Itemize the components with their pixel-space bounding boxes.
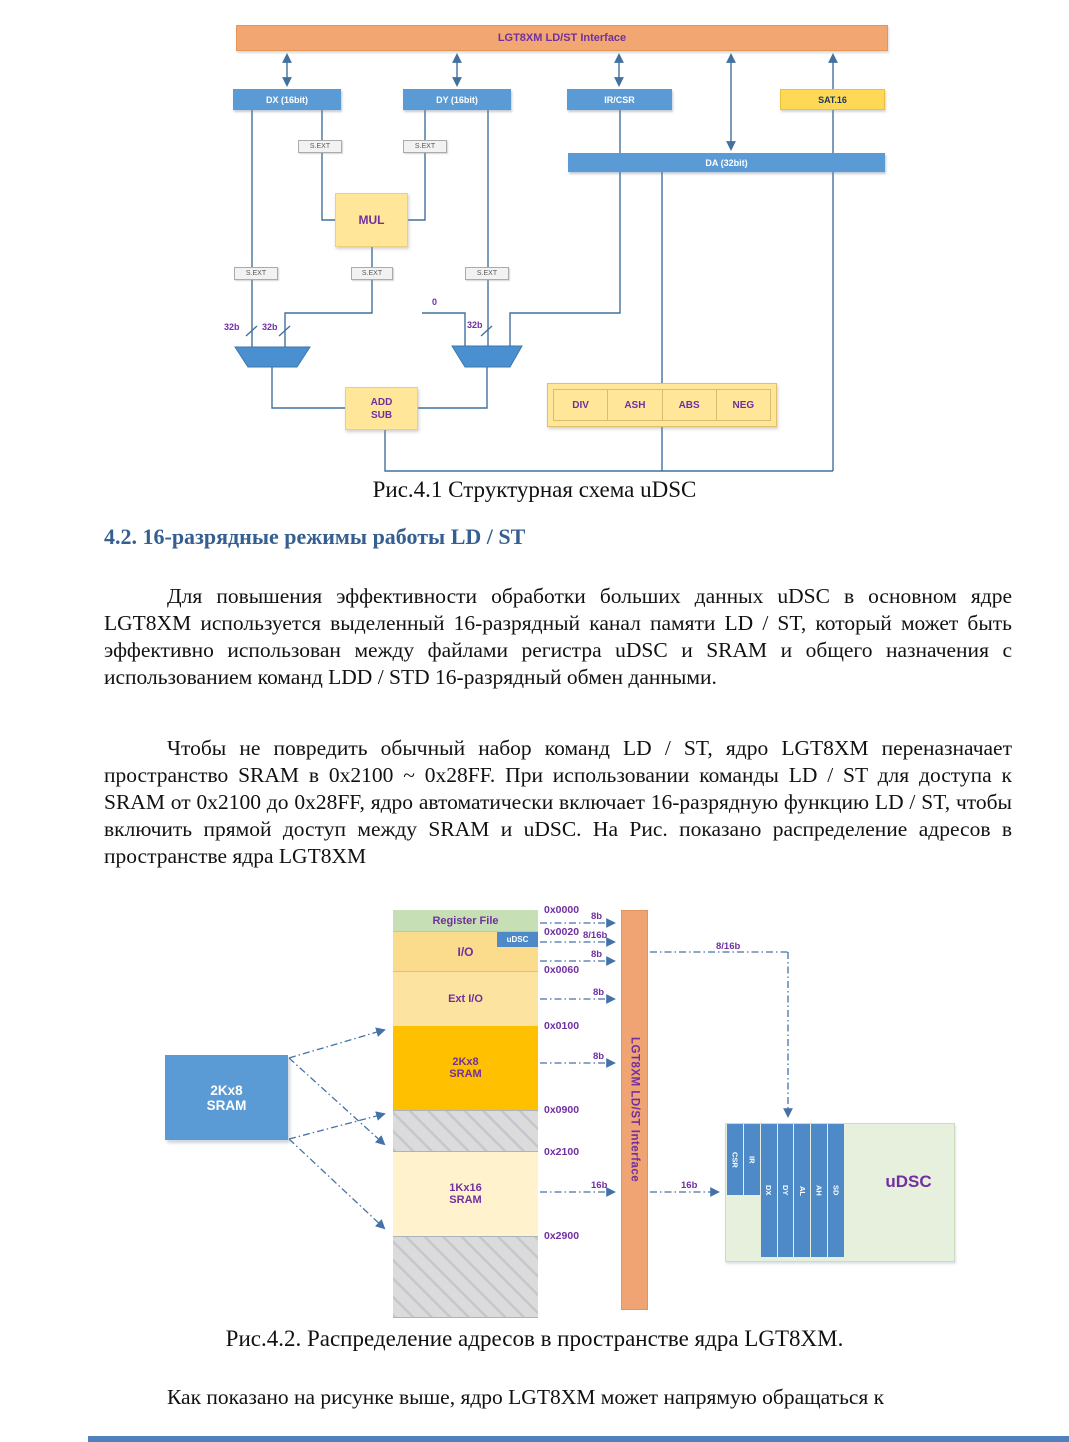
abs-unit: ABS <box>663 389 717 421</box>
paragraph-3: Как показано на рисунке выше, ядро LGT8XM может напрямую обращаться к <box>167 1385 885 1409</box>
next-table-edge <box>88 1436 1069 1442</box>
bus-label: 8/16b <box>716 941 741 952</box>
dx-column: DX <box>761 1124 777 1257</box>
sign-extend-box: S.EXT <box>234 267 278 280</box>
sign-extend-box: S.EXT <box>351 267 393 280</box>
region-sram-2kx8: 2Kx8 SRAM <box>393 1026 538 1110</box>
region-reserved-2 <box>393 1236 538 1318</box>
sat16-label: SAT.16 <box>818 94 847 105</box>
ircsr-register-box <box>567 89 672 110</box>
sat16-box <box>780 89 885 110</box>
figure1-caption: Рис.4.1 Структурная схема uDSC <box>372 477 697 502</box>
sign-extend-box: S.EXT <box>298 140 342 153</box>
external-sram-box: 2Kx8 SRAM <box>165 1055 288 1140</box>
bus-label: 8b <box>593 987 605 998</box>
da-register-box <box>568 153 885 172</box>
bus-label: 8b <box>591 949 603 960</box>
address-label: 0x2900 <box>544 1230 580 1242</box>
address-label: 0x0000 <box>544 904 580 916</box>
div-unit: DIV <box>553 389 608 421</box>
region-io: I/O <box>393 931 538 971</box>
dy-register-box <box>403 89 511 110</box>
sign-extend-box: S.EXT <box>465 267 509 280</box>
sd-column: SD <box>828 1124 844 1257</box>
bus-label: 16b <box>681 1180 698 1191</box>
mux-left <box>235 347 310 367</box>
bus-width-label: 32b <box>262 322 278 332</box>
alu-units-group <box>547 383 777 427</box>
bus-width-label: 32b <box>467 320 483 330</box>
da-label: DA (32bit) <box>705 157 748 168</box>
ldst-interface-banner <box>236 25 888 51</box>
ldst-interface-bar: LGT8XM LD/ST Interface <box>621 910 648 1310</box>
csr-column: CSR <box>727 1124 743 1195</box>
neg-unit: NEG <box>717 389 771 421</box>
ldst-interface-label: LGT8XM LD/ST Interface <box>497 32 627 44</box>
bus-label: 16b <box>591 1180 608 1191</box>
addsub-unit-box: ADD SUB <box>345 387 418 430</box>
figure2-caption: Рис.4.2. Распределение адресов в пространстве ядра LGT8XM. <box>225 1326 844 1351</box>
ah-column: AH <box>811 1124 827 1257</box>
udsc-register-columns <box>727 1124 844 1257</box>
region-register-file: Register File <box>393 910 538 931</box>
dx-label: DX (16bit) <box>265 94 308 105</box>
zero-constant-label: 0 <box>432 297 438 307</box>
section-heading: 4.2. 16-разрядные режимы работы LD / ST <box>104 524 526 549</box>
address-label: 0x0020 <box>544 926 580 938</box>
region-sram-1kx16: 1Kx16 SRAM <box>393 1152 538 1236</box>
bus-label: 8/16b <box>583 930 608 941</box>
region-ext-io: Ext I/O <box>393 971 538 1026</box>
udsc-title: uDSC <box>885 1172 932 1191</box>
mul-label: MUL <box>358 213 385 227</box>
mux-right <box>452 346 522 367</box>
address-label: 0x2100 <box>544 1146 580 1158</box>
mul-unit-box <box>335 193 408 247</box>
address-label: 0x0060 <box>544 964 580 976</box>
paragraph-2: Чтобы не повредить обычный набор команд LD / ST, ядро LGT8XM переназначает пространство SRAM в 0x2100 ~ 0x28FF. При использовании команды LD / ST для доступа к SRAM от 0x2100 до 0x28FF, ядро автоматически включает 16-разрядную функцию LD / ST, чтобы включить прямой доступ между SRAM и uDSC. На Рис. показано распределение адресов в пространстве ядра LGT8XM <box>104 736 1012 868</box>
paragraph-1: Для повышения эффективности обработки больших данных uDSC в основном ядре LGT8XM используется выделенный 16-разрядный канал памяти LD / ST, который может быть эффективно использован между файлами регистра uDSC и SRAM и общего назначения с использованием команд LDD / STD 16-разрядный обмен данными. <box>104 584 1012 689</box>
address-label: 0x0900 <box>544 1104 580 1116</box>
bus-label: 8b <box>591 911 603 922</box>
dy-label: DY (16bit) <box>436 94 478 105</box>
udsc-tag-box: uDSC <box>497 932 538 947</box>
bus-width-label: 32b <box>224 322 240 332</box>
bus-label: 8b <box>593 1051 605 1062</box>
udsc-block <box>725 1123 955 1262</box>
al-column: AL <box>794 1124 810 1257</box>
region-reserved-1 <box>393 1110 538 1152</box>
ircsr-label: IR/CSR <box>604 94 635 105</box>
ash-unit: ASH <box>608 389 662 421</box>
address-label: 0x0100 <box>544 1020 580 1032</box>
dx-register-box <box>233 89 341 110</box>
sign-extend-box: S.EXT <box>403 140 447 153</box>
ir-column: IR <box>744 1124 760 1195</box>
dy-column: DY <box>778 1124 794 1257</box>
